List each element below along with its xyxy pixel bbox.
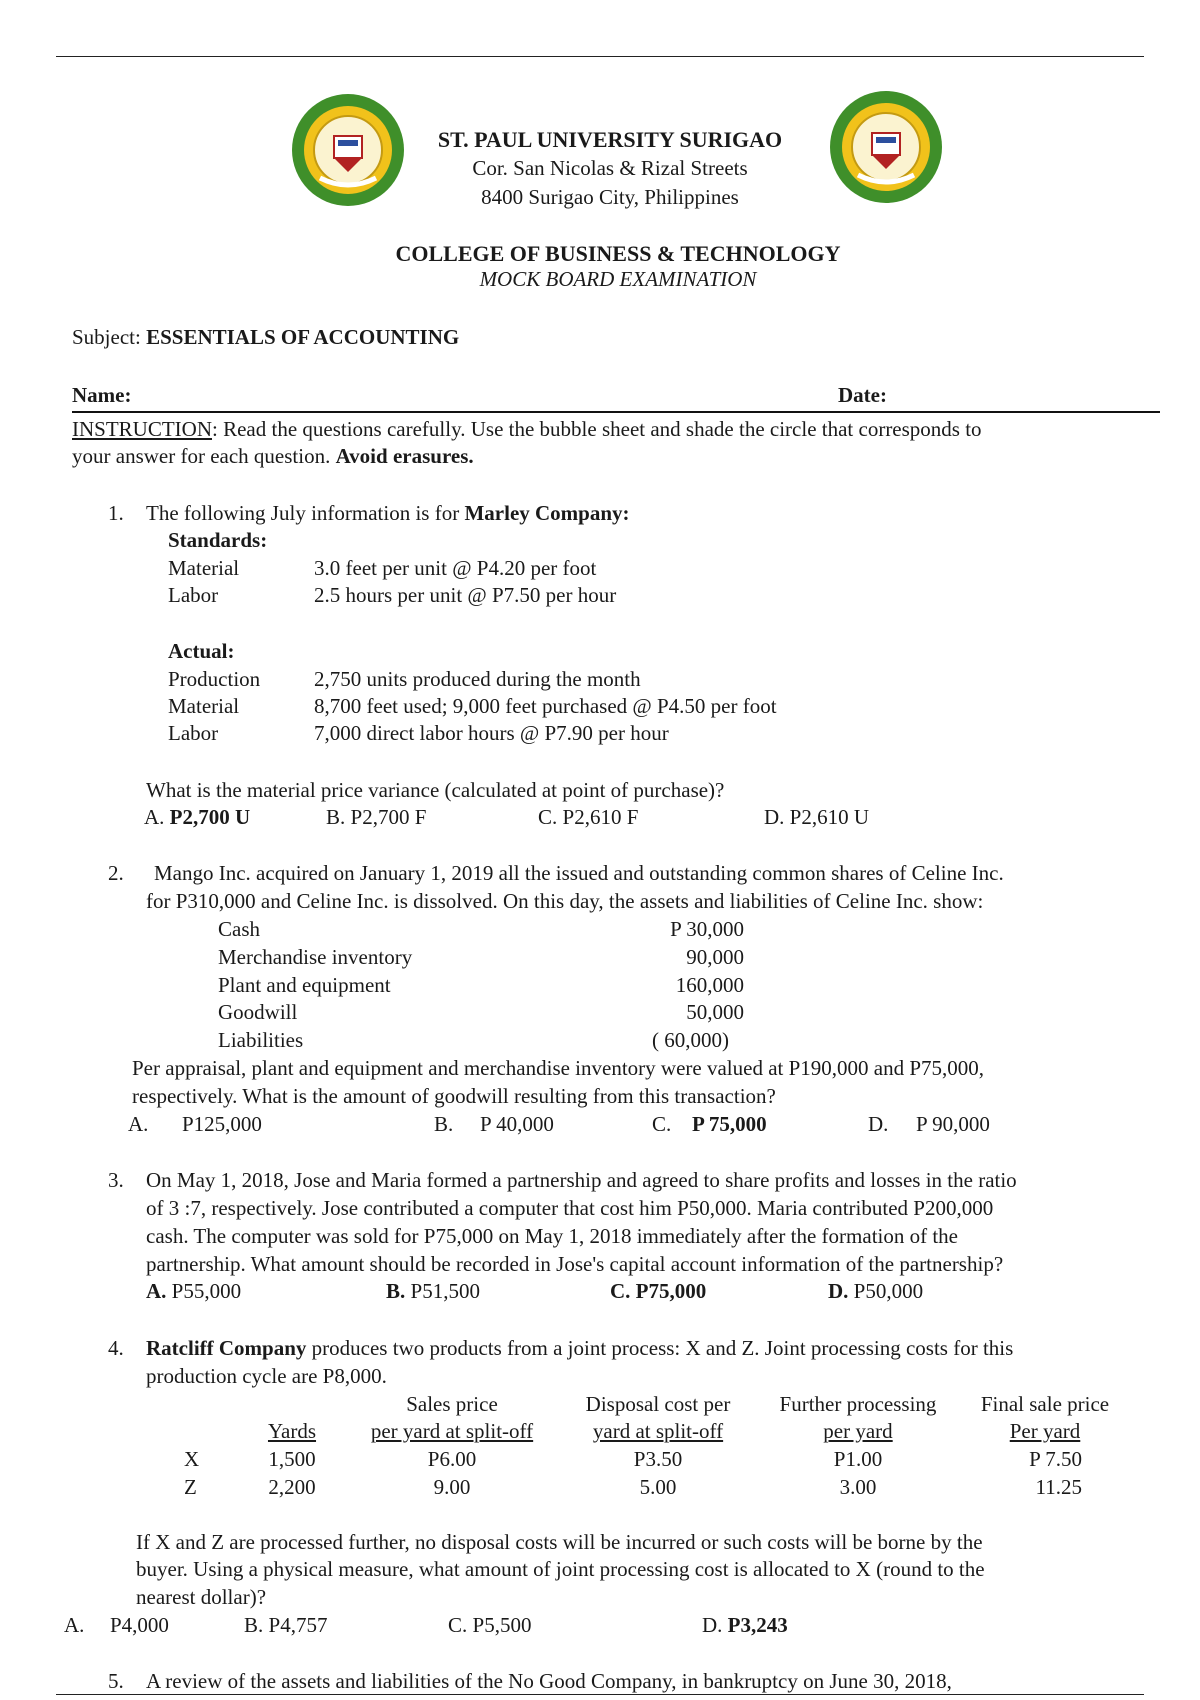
- q4-cell-disp: 5.00: [639, 1475, 677, 1499]
- q4-header-fp-1: Further processing: [779, 1392, 937, 1416]
- q2-choice-b-text: P 40,000: [480, 1112, 554, 1136]
- choice-letter: C.: [610, 1279, 631, 1303]
- q1-standard-key: Material: [168, 556, 240, 580]
- q2-choice-a-letter: A.: [128, 1112, 149, 1136]
- choice-letter: D.: [702, 1613, 728, 1637]
- q1-choice-c: [538, 804, 638, 831]
- subject-value: ESSENTIALS OF ACCOUNTING: [146, 325, 460, 349]
- q2-item-key: Goodwill: [218, 1000, 298, 1024]
- instruction-emphasis: Avoid erasures.: [335, 444, 474, 468]
- name-label: Name:: [72, 383, 132, 407]
- q4-header-fp-2-text: per yard: [823, 1419, 893, 1443]
- university-seal-right-icon: [828, 89, 944, 205]
- school-name: ST. PAUL UNIVERSITY SURIGAO: [437, 127, 783, 152]
- q4-cell-sales: P6.00: [427, 1447, 477, 1471]
- choice-letter: D.: [764, 805, 790, 829]
- q4-line-1-text: produces two products from a joint process: X and Z. Joint processing costs for this: [306, 1336, 1014, 1360]
- q4-choice-d: [702, 1612, 788, 1639]
- q1-question: What is the material price variance (calculated at point of purchase)?: [146, 778, 725, 802]
- choice-text: P5,500: [472, 1613, 532, 1637]
- instruction-text: : Read the questions carefully. Use the bubble sheet and shade the circle that corresponds to: [212, 417, 982, 441]
- q1-standard-value: 2.5 hours per unit @ P7.50 per hour: [314, 583, 617, 607]
- subject-line: [72, 324, 459, 351]
- q1-standard-value: 3.0 feet per unit @ P4.20 per foot: [314, 556, 597, 580]
- q1-actual-label: Actual:: [168, 639, 235, 663]
- q2-choice-c-text: P 75,000: [692, 1112, 767, 1136]
- q2-item-value: 160,000: [675, 973, 744, 997]
- q1-choice-a: [144, 804, 250, 831]
- choice-letter: B.: [244, 1613, 269, 1637]
- q2-item-key: Cash: [218, 917, 260, 941]
- q2-item-key: Liabilities: [218, 1028, 304, 1052]
- choice-text: P2,700 F: [350, 805, 427, 829]
- q2-item-value: 90,000: [686, 945, 744, 969]
- q4-choice-a-letter: A.: [64, 1613, 85, 1637]
- q2-item-value: 50,000: [686, 1000, 744, 1024]
- q2-item-key: Plant and equipment: [218, 973, 391, 997]
- q4-cell-sales: 9.00: [433, 1475, 471, 1499]
- q5-number: 5.: [108, 1669, 124, 1693]
- choice-text: P55,000: [171, 1279, 242, 1303]
- q1-number: 1.: [108, 501, 124, 525]
- q4-header-sales-2: [332, 1418, 572, 1445]
- q4-cell-yards: 2,200: [268, 1475, 316, 1499]
- name-date-rule: [72, 411, 1160, 413]
- q2-line-3: Per appraisal, plant and equipment and merchandise inventory were valued at P190,000 and P75,000,: [132, 1056, 985, 1080]
- q1-stem-text: The following July information is for: [146, 501, 465, 525]
- choice-text: P2,610 U: [789, 805, 870, 829]
- q4-cell-fp: 3.00: [839, 1475, 877, 1499]
- exam-title: MOCK BOARD EXAMINATION: [479, 267, 757, 291]
- q4-para-line: If X and Z are processed further, no disposal costs will be incurred or such costs will be borne by the: [136, 1530, 983, 1554]
- q4-line-2: production cycle are P8,000.: [146, 1364, 387, 1388]
- q4-para-line: nearest dollar)?: [136, 1585, 267, 1609]
- choice-letter: C.: [538, 805, 563, 829]
- q2-item-key: Merchandise inventory: [218, 945, 413, 969]
- q3-line: On May 1, 2018, Jose and Maria formed a partnership and agreed to share profits and losses in the ratio: [146, 1168, 1017, 1192]
- q3-number: 3.: [108, 1168, 124, 1192]
- q4-header-final-1: Final sale price: [980, 1392, 1110, 1416]
- q3-line: cash. The computer was sold for P75,000 on May 1, 2018 immediately after the formation of the: [146, 1224, 959, 1248]
- top-rule: [56, 56, 1144, 57]
- date-label: Date:: [838, 383, 887, 407]
- university-seal-left-icon: [290, 92, 406, 208]
- q4-header-disp-2-text: yard at split-off: [592, 1419, 724, 1443]
- q4-choice-a-text: P4,000: [110, 1613, 169, 1637]
- q2-number: 2.: [108, 861, 124, 885]
- instruction-line-1: [72, 416, 982, 443]
- address-line-1: Cor. San Nicolas & Rizal Streets: [472, 156, 748, 180]
- q4-row-label: Z: [184, 1475, 197, 1499]
- q1-stem: [146, 500, 630, 527]
- q1-actual-key: Material: [168, 694, 240, 718]
- bottom-rule: [56, 1694, 1144, 1695]
- choice-letter: D.: [828, 1279, 849, 1303]
- q1-choice-d: [764, 804, 869, 831]
- q4-choice-b: [244, 1612, 327, 1639]
- q3-choice-d: [828, 1278, 923, 1305]
- q3-choice-b: [386, 1278, 480, 1305]
- q2-choice-b-letter: B.: [434, 1112, 454, 1136]
- choice-text: P51,500: [410, 1279, 480, 1303]
- choice-text: P75,000: [635, 1279, 707, 1303]
- choice-text: P50,000: [853, 1279, 924, 1303]
- q1-actual-value: 2,750 units produced during the month: [314, 667, 641, 691]
- choice-letter: B.: [326, 805, 351, 829]
- q4-header-sales-1: Sales price: [406, 1392, 498, 1416]
- q3-choice-a: [146, 1278, 241, 1305]
- q4-choice-c: [448, 1612, 531, 1639]
- q1-actual-value: 7,000 direct labor hours @ P7.90 per hour: [314, 721, 669, 745]
- q2-line-1: Mango Inc. acquired on January 1, 2019 all the issued and outstanding common shares of Celine Inc.: [154, 861, 1004, 885]
- q2-choice-d-letter: D.: [868, 1112, 889, 1136]
- q1-actual-key: Labor: [168, 721, 219, 745]
- instruction-line-2: [72, 443, 474, 470]
- q4-header-fp-2: [762, 1418, 954, 1445]
- q1-actual-value: 8,700 feet used; 9,000 feet purchased @ P4.50 per foot: [314, 694, 777, 718]
- q4-header-final-2-text: Per yard: [1009, 1419, 1081, 1443]
- q1-actual-key: Production: [168, 667, 261, 691]
- q4-number: 4.: [108, 1336, 124, 1360]
- q3-choice-c: [610, 1278, 706, 1305]
- choice-text: P2,610 F: [562, 805, 639, 829]
- q2-line-2: for P310,000 and Celine Inc. is dissolved. On this day, the assets and liabilities of Celine Inc. show:: [146, 889, 984, 913]
- choice-letter: C.: [448, 1613, 473, 1637]
- q4-header-disp-2: [560, 1418, 756, 1445]
- address-line-2: 8400 Surigao City, Philippines: [481, 185, 739, 209]
- instruction-label: INSTRUCTION: [72, 417, 212, 441]
- q4-header-yards: Yards: [267, 1419, 317, 1443]
- q4-cell-fp: P1.00: [833, 1447, 883, 1471]
- q4-cell-final: P 7.50: [1029, 1447, 1082, 1471]
- q2-item-value: P 30,000: [670, 917, 744, 941]
- q2-choice-c-letter: C.: [652, 1112, 672, 1136]
- q4-header-final-2: [960, 1418, 1130, 1445]
- subject-label: Subject:: [72, 325, 141, 349]
- q2-choice-a-text: P125,000: [182, 1112, 262, 1136]
- q1-standard-key: Labor: [168, 583, 219, 607]
- q4-cell-yards: 1,500: [268, 1447, 316, 1471]
- q1-choice-b: [326, 804, 426, 831]
- choice-text: P4,757: [268, 1613, 328, 1637]
- q4-header-sales-2-text: per yard at split-off: [370, 1419, 534, 1443]
- choice-text: P3,243: [727, 1613, 788, 1637]
- choice-text: P2,700 U: [169, 805, 251, 829]
- q3-line: partnership. What amount should be recorded in Jose's capital account information of the partnership?: [146, 1252, 1004, 1276]
- choice-letter: A.: [144, 805, 170, 829]
- choice-letter: A.: [146, 1279, 167, 1303]
- q2-item-value: ( 60,000): [652, 1028, 729, 1052]
- q4-para-line: buyer. Using a physical measure, what amount of joint processing cost is allocated to X (round to the: [136, 1557, 985, 1581]
- q4-line-1: [146, 1335, 1013, 1362]
- q2-choice-d-text: P 90,000: [916, 1112, 990, 1136]
- q4-header-disp-1: Disposal cost per: [585, 1392, 731, 1416]
- q4-row-label: X: [184, 1447, 200, 1471]
- college-name: COLLEGE OF BUSINESS & TECHNOLOGY: [395, 241, 841, 266]
- q5-line-1: A review of the assets and liabilities of the No Good Company, in bankruptcy on June 30, 2018,: [146, 1669, 952, 1693]
- q3-line: of 3 :7, respectively. Jose contributed a computer that cost him P50,000. Maria contributed P200,000: [146, 1196, 994, 1220]
- choice-letter: B.: [386, 1279, 406, 1303]
- q4-company: Ratcliff Company: [146, 1336, 307, 1360]
- q4-cell-disp: P3.50: [633, 1447, 683, 1471]
- q4-cell-final: 11.25: [1035, 1475, 1082, 1499]
- q1-company: Marley Company:: [464, 501, 630, 525]
- q1-standards-label: Standards:: [168, 528, 268, 552]
- q2-line-4: respectively. What is the amount of goodwill resulting from this transaction?: [132, 1084, 776, 1108]
- instruction-text-2: your answer for each question.: [72, 444, 336, 468]
